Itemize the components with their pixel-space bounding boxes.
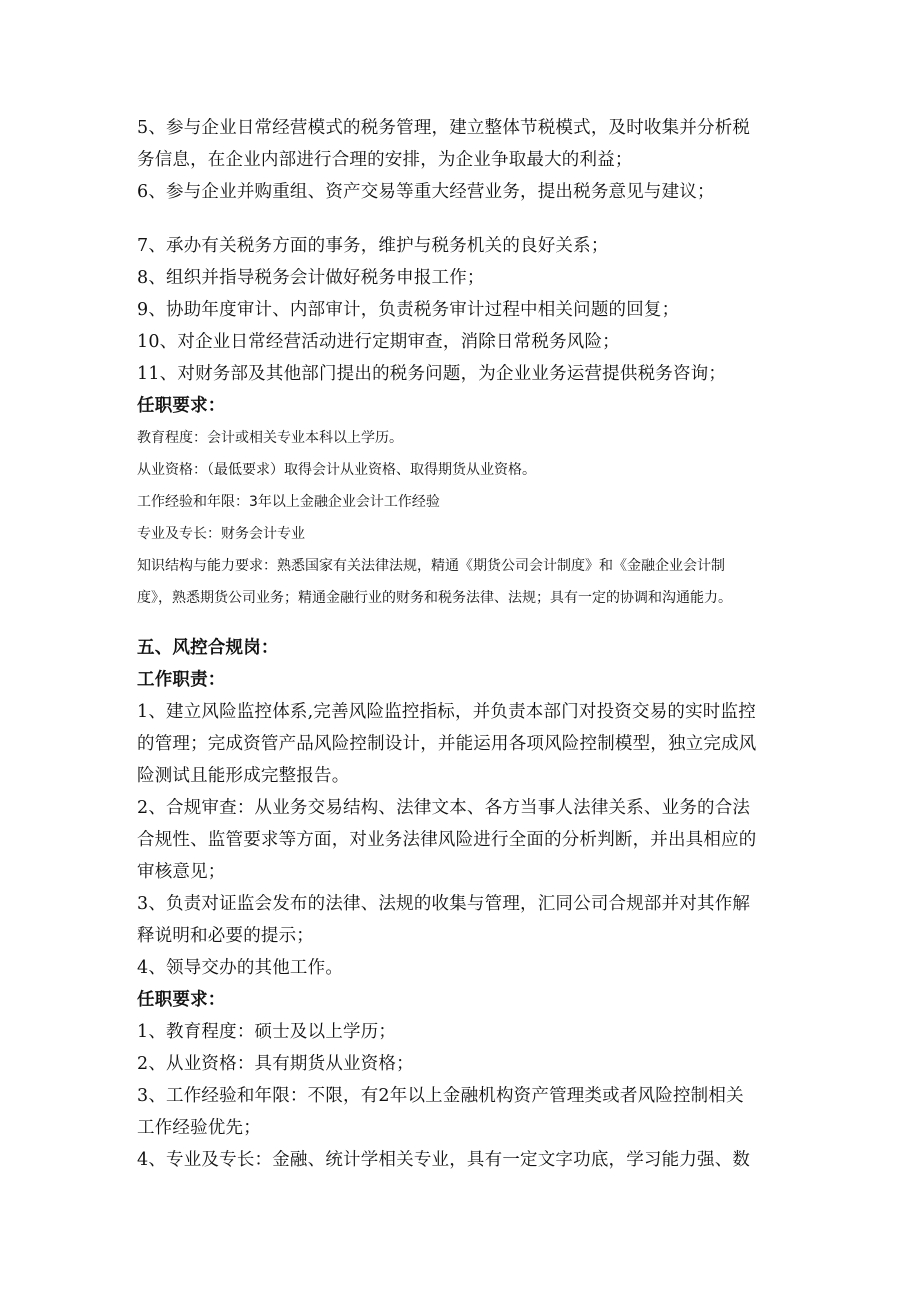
text-line: 4、领导交办的其他工作。 xyxy=(137,958,344,978)
duty-item-5 xyxy=(137,112,797,176)
text-line: 9、协助年度审计、内部审计，负责税务审计过程中相关问题的回复； xyxy=(137,300,680,320)
duty-item-11 xyxy=(137,358,797,390)
text-line: 1、教育程度：硕士及以上学历； xyxy=(137,1022,397,1042)
requirement-experience: 工作经验和年限：3年以上金融企业会计工作经验 xyxy=(137,494,440,510)
requirement-knowledge: 知识结构与能力要求：熟悉国家有关法律法规，精通《期货公司会计制度》和《金融企业会计制 xyxy=(137,558,725,574)
text-line: 3、负责对证监会发布的法律、法规的收集与管理，汇同公司合规部并对其作解 xyxy=(137,894,751,914)
risk-requirement-3 xyxy=(137,1080,797,1144)
text-line: 2、从业资格：具有期货从业资格； xyxy=(137,1054,414,1074)
text-line: 7、承办有关税务方面的事务，维护与税务机关的良好关系； xyxy=(137,236,609,256)
text-line: 审核意见； xyxy=(137,862,226,882)
text-line: 务信息，在企业内部进行合理的安排，为企业争取最大的利益； xyxy=(137,150,633,170)
text-line: 5、参与企业日常经营模式的税务管理，建立整体节税模式，及时收集并分析税 xyxy=(137,118,751,138)
text-line: 11、对财务部及其他部门提出的税务问题，为企业业务运营提供税务咨询； xyxy=(137,364,727,384)
text-line: 8、组织并指导税务会计做好税务申报工作； xyxy=(137,268,485,288)
text-line: 2、合规审查：从业务交易结构、法律文本、各方当事人法律关系、业务的合法 xyxy=(137,798,751,818)
document-body xyxy=(137,112,797,1176)
text-line: 的管理；完成资管产品风险控制设计，并能运用各项风险控制模型，独立完成风 xyxy=(137,734,757,754)
requirements-heading: 任职要求： xyxy=(137,396,226,416)
duty-item-7 xyxy=(137,230,797,262)
duty-item-6 xyxy=(137,176,797,208)
text-line: 工作经验优先； xyxy=(137,1118,261,1138)
duties-heading: 工作职责： xyxy=(137,670,226,690)
duty-item-10 xyxy=(137,326,797,358)
text-line: 险测试且能形成完整报告。 xyxy=(137,766,350,786)
risk-duty-1 xyxy=(137,696,797,792)
requirements-heading: 任职要求： xyxy=(137,990,226,1010)
risk-duty-4 xyxy=(137,952,797,984)
text-line: 6、参与企业并购重组、资产交易等重大经营业务，提出税务意见与建议； xyxy=(137,182,715,202)
text-line: 1、建立风险监控体系,完善风险监控指标，并负责本部门对投资交易的实时监控 xyxy=(137,702,756,722)
text-line: 合规性、监管要求等方面，对业务法律风险进行全面的分析判断，并出具相应的 xyxy=(137,830,757,850)
text-line: 10、对企业日常经营活动进行定期审查，消除日常税务风险； xyxy=(137,332,620,352)
requirement-qualification: 从业资格：（最低要求）取得会计从业资格、取得期货从业资格。 xyxy=(137,462,536,478)
requirement-knowledge-cont: 度》，熟悉期货公司业务；精通金融行业的财务和税务法律、法规；具有一定的协调和沟通能力。 xyxy=(137,590,732,606)
risk-requirement-2 xyxy=(137,1048,797,1080)
risk-duty-3 xyxy=(137,888,797,952)
duty-item-8 xyxy=(137,262,797,294)
text-line: 3、工作经验和年限：不限，有2年以上金融机构资产管理类或者风险控制相关 xyxy=(137,1086,744,1106)
risk-requirement-4 xyxy=(137,1144,797,1176)
risk-duty-2 xyxy=(137,792,797,888)
section-title: 五、风控合规岗： xyxy=(137,638,279,658)
requirement-education: 教育程度：会计或相关专业本科以上学历。 xyxy=(137,430,403,446)
risk-requirement-1 xyxy=(137,1016,797,1048)
requirement-specialty: 专业及专长：财务会计专业 xyxy=(137,526,305,542)
text-line: 4、专业及专长：金融、统计学相关专业，具有一定文字功底，学习能力强、数 xyxy=(137,1150,751,1170)
text-line: 释说明和必要的提示； xyxy=(137,926,314,946)
duty-item-9 xyxy=(137,294,797,326)
